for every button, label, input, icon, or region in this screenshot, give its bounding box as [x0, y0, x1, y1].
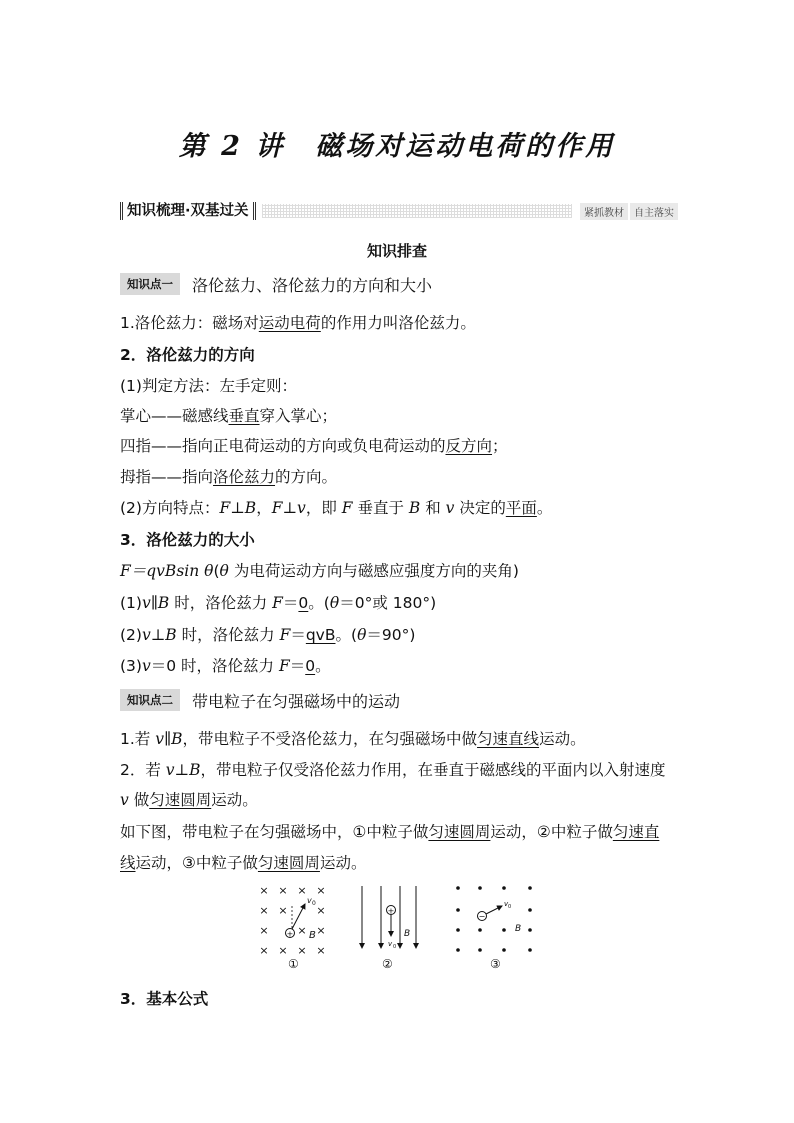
svg-text:v: v: [388, 940, 393, 948]
section-heading-2: 2．洛伦兹力的方向: [120, 346, 255, 364]
svg-text:v: v: [504, 900, 509, 908]
section-band-pattern: [262, 204, 572, 218]
svg-text:+: +: [286, 929, 294, 939]
motion-2: 2．若 v⊥B，带电粒子仅受洛伦兹力作用，在垂直于磁感线的平面内以入射速度: [120, 761, 666, 779]
section-heading-3: 3．洛伦兹力的大小: [120, 531, 255, 549]
case-2: (2)v⊥B 时，洛伦兹力 F＝qvB。(θ＝90°): [120, 626, 416, 644]
answer-blank: 匀速直: [612, 823, 660, 841]
cross-field-mark: ×: [259, 924, 269, 937]
dot-field-mark: [502, 886, 506, 890]
lecture-title: 磁场对运动电荷的作用: [315, 131, 616, 162]
knowledge-point-1: [120, 276, 432, 298]
answer-blank: 运动电荷: [258, 314, 321, 332]
knowledge-point-heading: 洛伦兹力、洛伦兹力的方向和大小: [192, 276, 433, 295]
answer-blank: qvB: [305, 626, 336, 644]
cross-field-mark: ×: [316, 924, 326, 937]
panel-2-vertical-field: [362, 886, 416, 971]
dot-field-mark: [456, 928, 460, 932]
answer-blank: 洛伦兹力: [213, 468, 276, 486]
answer-blank: 匀速圆周: [149, 791, 212, 809]
dot-field-mark: [478, 948, 482, 952]
answer-blank: 0: [298, 594, 309, 612]
cross-field-mark: ×: [316, 904, 326, 917]
dot-field-mark: [456, 908, 460, 912]
section-tag-2: 自主落实: [630, 203, 678, 220]
svg-text:B: B: [404, 929, 411, 939]
formula-line: F＝qvBsin θ(θ 为电荷运动方向与磁感应强度方向的夹角): [120, 562, 519, 580]
cross-field-mark: ×: [259, 884, 269, 897]
svg-text:0: 0: [508, 904, 512, 910]
dot-field-mark: [456, 948, 460, 952]
paragraph-fingers: 四指——指向正电荷运动的方向或负电荷运动的反方向；: [120, 437, 508, 455]
answer-blank: 0: [305, 657, 316, 675]
knowledge-point-badge: 知识点一: [120, 273, 180, 295]
paragraph-1: 1.洛伦兹力：磁场对运动电荷的作用力叫洛伦兹力。: [120, 314, 476, 332]
svg-text:v: v: [307, 896, 312, 905]
answer-blank: 平面: [505, 499, 537, 517]
answer-blank: 匀速圆周: [257, 854, 320, 872]
answer-blank: 匀速圆周: [428, 823, 491, 841]
paragraph-2-2: (2)方向特点：F⊥B，F⊥v，即 F 垂直于 B 和 v 决定的平面。: [120, 499, 553, 517]
motion-1: 1.若 v∥B，带电粒子不受洛伦兹力，在匀强磁场中做匀速直线运动。: [120, 730, 586, 748]
dot-field-mark: [478, 928, 482, 932]
lecture-number: 第 2 讲: [178, 131, 286, 162]
panel-label-3: ③: [490, 957, 501, 971]
answer-blank: 线: [120, 854, 136, 872]
svg-text:−: −: [478, 912, 486, 921]
section-band-label: 知识梳理·双基过关: [120, 202, 256, 220]
panel-3-out-of-page-field: [456, 886, 532, 971]
motion-2-cont: v 做匀速圆周运动。: [120, 791, 258, 809]
section-band: [120, 201, 678, 221]
dot-field-mark: [502, 928, 506, 932]
answer-blank: 垂直: [228, 407, 260, 425]
svg-text:0: 0: [312, 900, 316, 907]
cross-field-mark: ×: [278, 904, 288, 917]
motion-3-cont: 线运动，③中粒子做匀速圆周运动。: [120, 854, 367, 872]
panel-label-1: ①: [288, 957, 299, 971]
section-tag-1: 紧抓教材: [580, 203, 628, 220]
svg-text:0: 0: [393, 944, 397, 950]
svg-text:B: B: [309, 930, 316, 941]
svg-text:B: B: [515, 924, 522, 934]
dot-field-mark: [528, 908, 532, 912]
paragraph-thumb: 拇指——指向洛伦兹力的方向。: [120, 468, 338, 486]
knowledge-point-badge: 知识点二: [120, 689, 180, 711]
cross-field-mark: ×: [297, 924, 307, 937]
dot-field-mark: [478, 886, 482, 890]
cross-field-mark: ×: [297, 884, 307, 897]
page-title: [0, 124, 794, 163]
dot-field-mark: [528, 886, 532, 890]
cross-field-mark: ×: [278, 884, 288, 897]
case-1: (1)v∥B 时，洛伦兹力 F＝0。(θ＝0°或 180°): [120, 594, 437, 612]
section-heading-4: 3．基本公式: [120, 990, 209, 1008]
dot-field-mark: [502, 948, 506, 952]
knowledge-point-heading: 带电粒子在匀强磁场中的运动: [192, 692, 401, 711]
svg-text:+: +: [387, 906, 395, 916]
cross-field-mark: ×: [259, 904, 269, 917]
magnetic-field-figure: [250, 882, 550, 974]
cross-field-mark: ×: [278, 944, 288, 957]
motion-3: 如下图，带电粒子在匀强磁场中，①中粒子做匀速圆周运动，②中粒子做匀速直: [120, 823, 660, 841]
paragraph-2-1: (1)判定方法：左手定则：: [120, 377, 297, 395]
cross-field-mark: ×: [316, 944, 326, 957]
velocity-arrow: [486, 906, 502, 914]
panel-label-2: ②: [382, 957, 393, 971]
paragraph-palm: 掌心——磁感线垂直穿入掌心；: [120, 407, 338, 425]
cross-field-mark: ×: [316, 884, 326, 897]
cross-field-mark: ×: [259, 944, 269, 957]
answer-blank: 反方向: [445, 437, 493, 455]
cross-field-mark: ×: [297, 944, 307, 957]
dot-field-mark: [456, 886, 460, 890]
dot-field-mark: [528, 928, 532, 932]
panel-1-into-page-field: [259, 884, 325, 971]
subheading: 知识排查: [366, 242, 427, 260]
answer-blank: 匀速直线: [477, 730, 540, 748]
dot-field-mark: [528, 948, 532, 952]
knowledge-point-2: [120, 692, 400, 714]
case-3: (3)v＝0 时，洛伦兹力 F＝0。: [120, 657, 331, 675]
